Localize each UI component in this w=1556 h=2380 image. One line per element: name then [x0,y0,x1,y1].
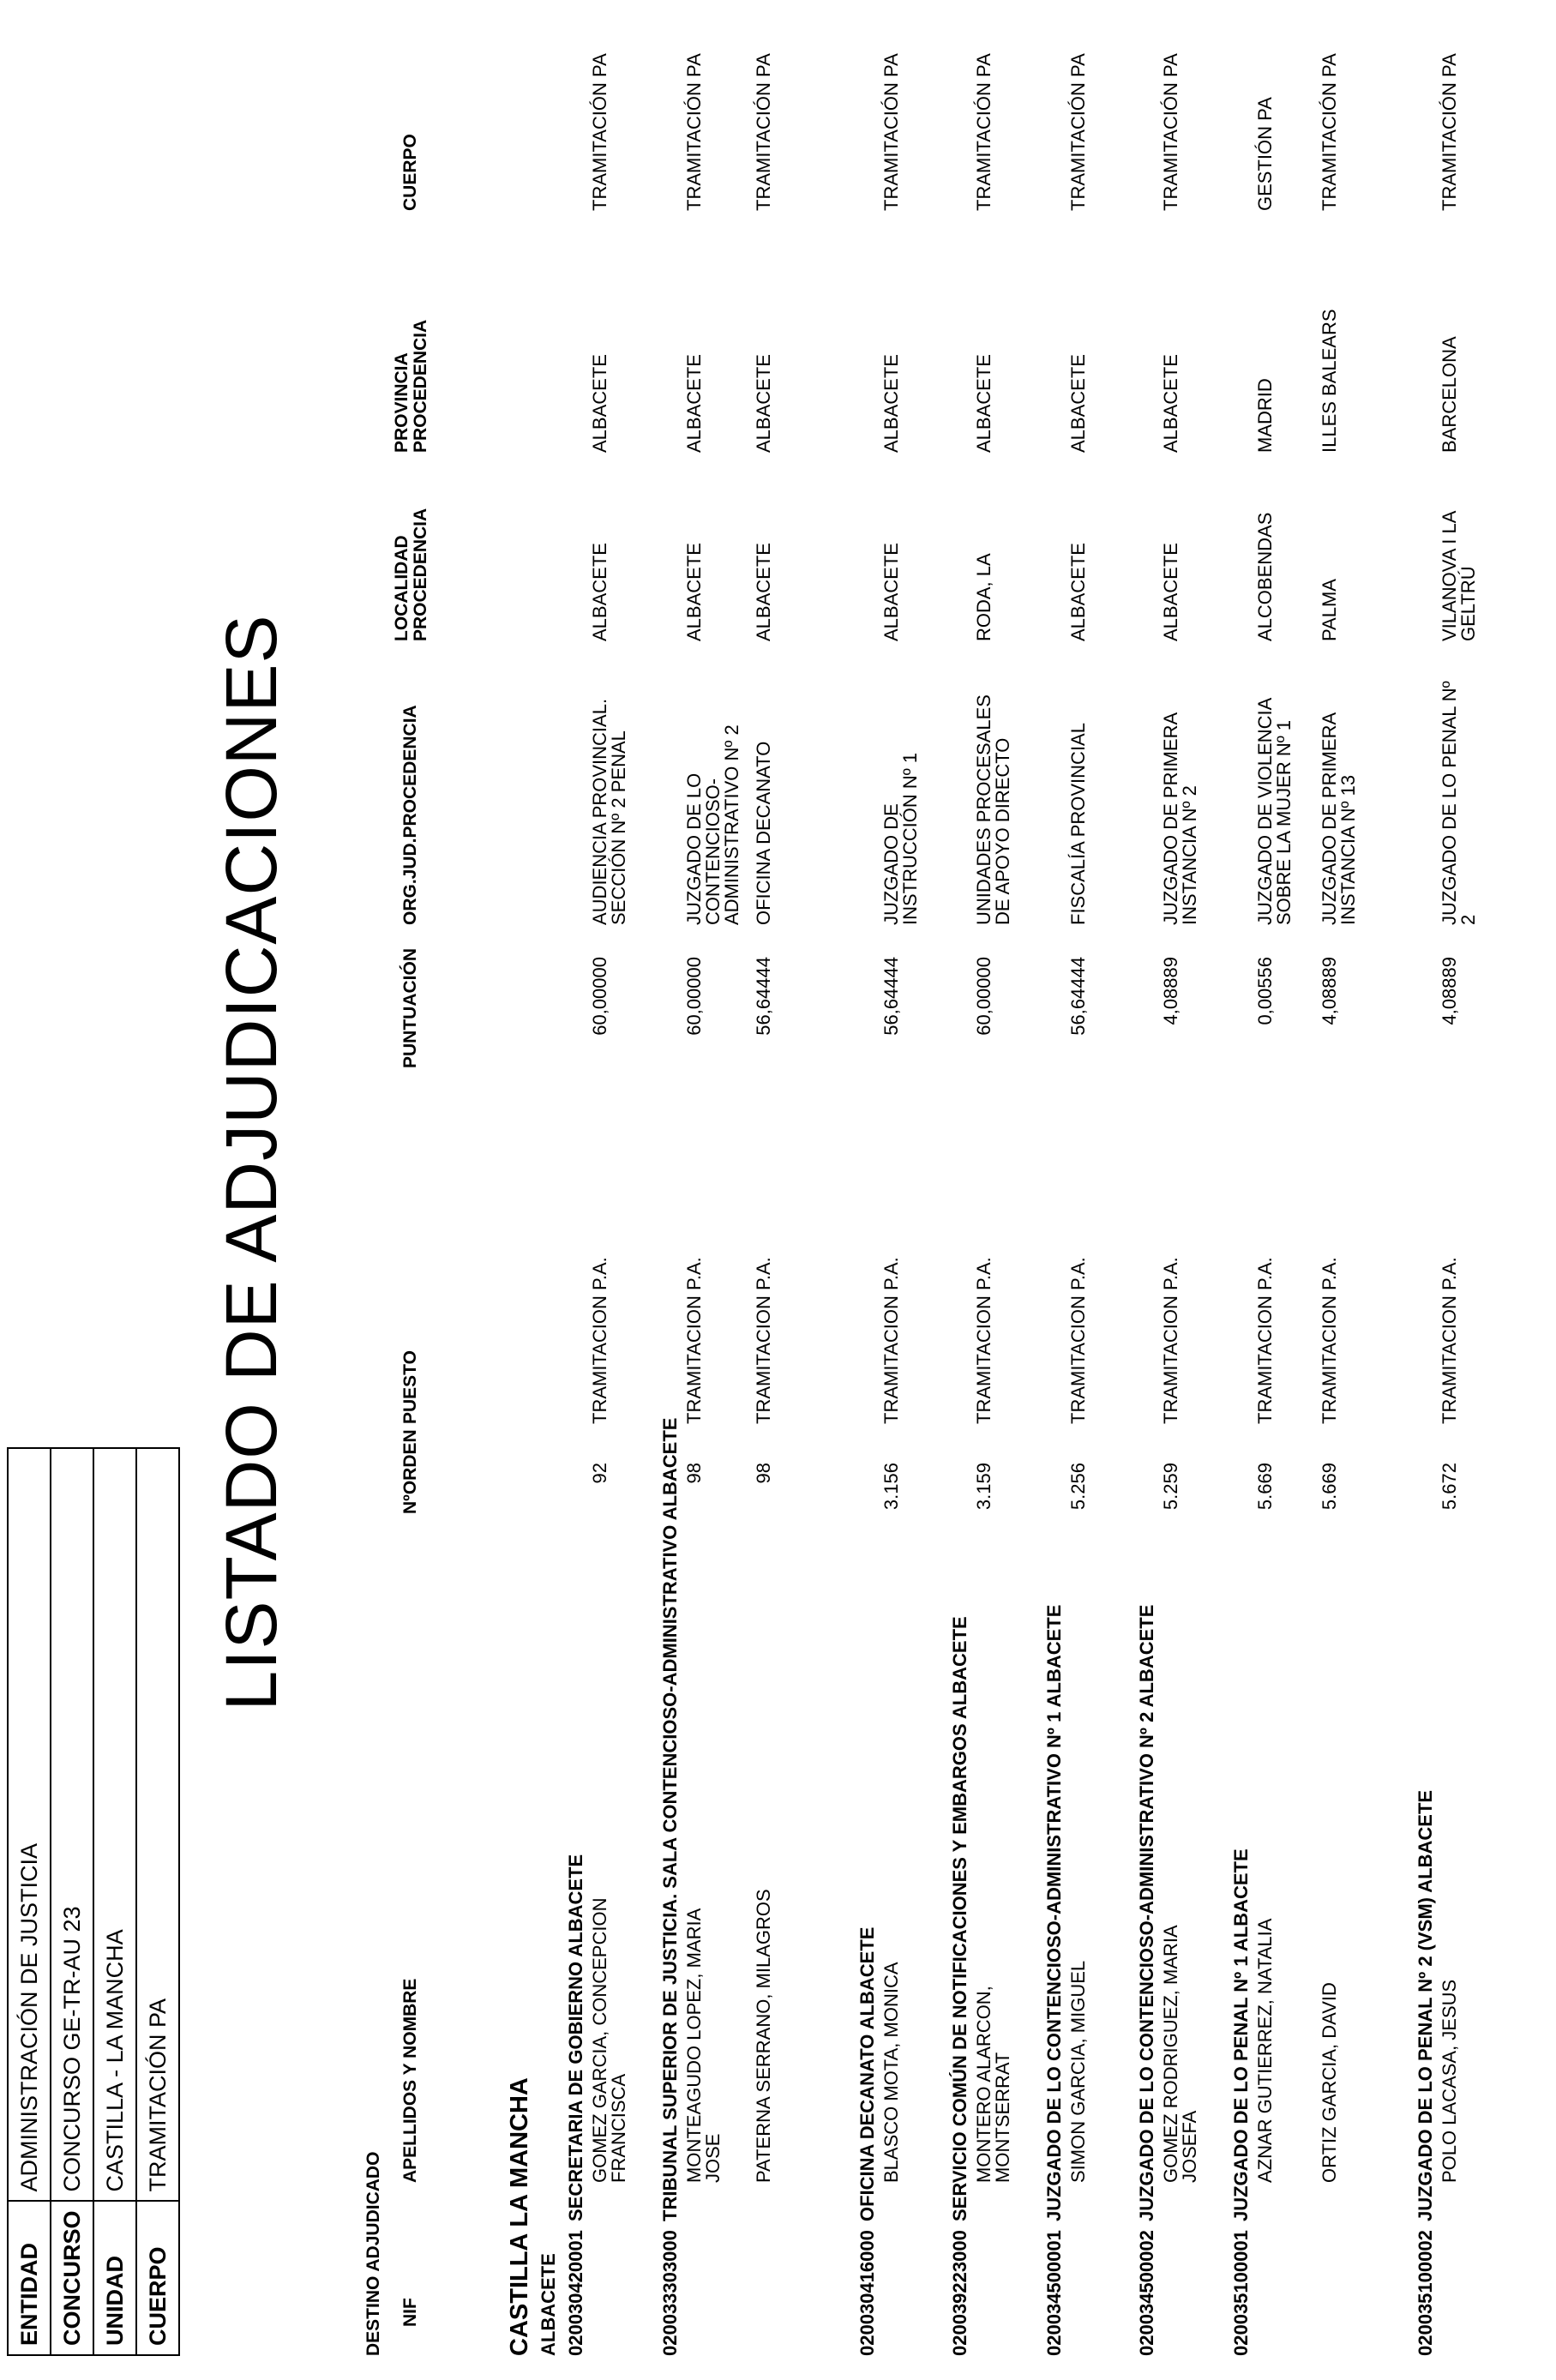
cell-orden: 5.672 [1439,1463,1460,1511]
cell-org: UNIDADES PROCESALES DE APOYO DIRECTO [973,694,1013,925]
cell-nombre: ORTIZ GARCIA, DAVID [1319,1982,1340,2183]
destination-name: JUZGADO DE LO CONTENCIOSO-ADMINISTRATIVO Nº 2 ALBACETE [1136,1604,1157,2221]
header-org: ORG.JUD.PROCEDENCIA [400,705,420,925]
cell-puesto: TRAMITACION P.A. [1439,1257,1460,1424]
cell-nombre: PATERNA SERRANO, MILAGROS [753,1889,774,2183]
destination-name: JUZGADO DE LO PENAL Nº 1 ALBACETE [1230,1848,1252,2221]
cell-puesto: TRAMITACION P.A. [589,1257,610,1424]
destination-code: 020039223000 [949,2230,970,2356]
cell-cuerpo: TRAMITACIÓN PA [753,53,774,211]
cell-localidad: ALBACETE [880,543,902,641]
destination-name: OFICINA DECANATO ALBACETE [856,1926,878,2221]
header-provincia [393,320,430,453]
region-heading: CASTILLA LA MANCHA [506,2077,533,2356]
cell-cuerpo: TRAMITACIÓN PA [1319,53,1340,211]
cell-puntuacion: 4,08889 [1439,957,1460,1025]
cell-puntuacion: 56,64444 [880,957,902,1036]
cuerpo-label: CUERPO [136,2201,179,2355]
header-puntuacion: PUNTUACIÓN [400,948,420,1068]
cell-org: FISCALÍA PROVINCIAL [1067,723,1089,925]
cell-org: JUZGADO DE VIOLENCIA SOBRE LA MUJER Nº 1 [1254,698,1295,925]
cell-nombre: AZNAR GUTIERREZ, NATALIA [1254,1918,1276,2183]
destination-name: JUZGADO DE LO CONTENCIOSO-ADMINISTRATIVO Nº 1 ALBACETE [1043,1604,1065,2221]
cell-puntuacion: 60,00000 [683,957,705,1036]
info-row-unidad [93,1448,136,2355]
cell-nombre: GOMEZ RODRIGUEZ, MARIA JOSEFA [1160,1926,1200,2183]
cell-orden: 5.669 [1254,1463,1276,1511]
cell-orden: 3.156 [880,1463,902,1511]
cell-provincia: MADRID [1254,378,1276,453]
cell-localidad: ALBACETE [1160,543,1181,641]
cell-provincia: ALBACETE [753,354,774,453]
cell-cuerpo: TRAMITACIÓN PA [589,53,610,211]
cell-provincia: BARCELONA [1439,336,1460,453]
cell-orden: 5.259 [1160,1463,1181,1511]
cell-puesto: TRAMITACION P.A. [1254,1257,1276,1424]
cell-nombre: MONTERO ALARCON, MONTSERRAT [973,1986,1013,2183]
cell-orden: 98 [683,1463,705,1484]
unidad-value: CASTILLA - LA MANCHA [93,1448,136,2201]
header-localidad-line2: PROCEDENCIA [411,508,430,641]
cell-puesto: TRAMITACION P.A. [1067,1257,1089,1424]
destination-code: 020033303000 [659,2230,681,2356]
destination-name: SECRETARIA DE GOBIERNO ALBACETE [565,1854,586,2221]
cuerpo-value: TRAMITACIÓN PA [136,1448,179,2201]
header-localidad [393,508,430,641]
cell-cuerpo: TRAMITACIÓN PA [1439,53,1460,211]
destination-name: JUZGADO DE LO PENAL Nº 2 (VSM) ALBACETE [1415,1789,1436,2221]
destination-code: 020035100001 [1230,2230,1252,2356]
header-provincia-line2: PROCEDENCIA [411,319,430,453]
info-row-concurso [51,1448,93,2355]
cell-localidad: RODA, LA [973,553,994,641]
cell-cuerpo: GESTIÓN PA [1254,97,1276,211]
header-puesto: PUESTO [400,1350,420,1424]
cell-provincia: ALBACETE [683,354,705,453]
destination-code: 020035100002 [1415,2230,1436,2356]
destination-code: 020034500001 [1043,2230,1065,2356]
destination-code: 020034500002 [1136,2230,1157,2356]
cell-nombre: GOMEZ GARCIA, CONCEPCION FRANCISCA [589,1897,629,2183]
info-row-cuerpo [136,1448,179,2355]
cell-localidad: ALBACETE [753,543,774,641]
cell-localidad: ALBACETE [1067,543,1089,641]
cell-org: JUZGADO DE LO PENAL Nº 2 [1439,681,1479,925]
cell-orden: 3.159 [973,1463,994,1511]
cell-provincia: ILLES BALEARS [1319,309,1340,453]
cell-localidad: VILANOVA I LA GELTRÚ [1439,511,1479,641]
cell-nombre: BLASCO MOTA, MONICA [880,1962,902,2183]
cell-cuerpo: TRAMITACIÓN PA [880,53,902,211]
cell-org: OFICINA DECANATO [753,741,774,925]
cell-org: JUZGADO DE LO CONTENCIOSO-ADMINISTRATIVO Nº 2 [683,724,742,925]
cell-localidad: ALBACETE [683,543,705,641]
cell-org: JUZGADO DE PRIMERA INSTANCIA Nº 13 [1319,713,1359,925]
header-destino: DESTINO ADJUDICADO [363,2151,383,2356]
cell-puntuacion: 4,08889 [1160,957,1181,1025]
cell-provincia: ALBACETE [1067,354,1089,453]
cell-provincia: ALBACETE [973,354,994,453]
cell-provincia: ALBACETE [589,354,610,453]
entidad-value: ADMINISTRACIÓN DE JUSTICIA [8,1448,51,2201]
cell-cuerpo: TRAMITACIÓN PA [683,53,705,211]
cell-org: JUZGADO DE PRIMERA INSTANCIA Nº 2 [1160,713,1200,925]
cell-nombre: SIMON GARCIA, MIGUEL [1067,1960,1089,2183]
cell-puntuacion: 56,64444 [1067,957,1089,1036]
cell-puntuacion: 0,00556 [1254,957,1276,1025]
cell-puntuacion: 60,00000 [589,957,610,1036]
destination-code: 020030416000 [856,2230,878,2356]
unidad-label: UNIDAD [93,2201,136,2355]
destination-name: TRIBUNAL SUPERIOR DE JUSTICIA. SALA CONTENCIOSO-ADMINISTRATIVO ALBACETE [659,1417,681,2221]
cell-localidad: PALMA [1319,579,1340,641]
cell-orden: 5.256 [1067,1463,1089,1511]
header-localidad-line1: LOCALIDAD [392,535,412,641]
header-nif: NIF [400,2298,420,2327]
cell-puesto: TRAMITACION P.A. [753,1257,774,1424]
header-cuerpo: CUERPO [400,134,420,211]
page-title: LISTADO DE ADJUDICACIONES [211,614,291,1711]
cell-nombre: POLO LACASA, JESUS [1439,1979,1460,2183]
cell-puesto: TRAMITACION P.A. [683,1257,705,1424]
header-provincia-line1: PROVINCIA [392,352,412,453]
header-norden: NºORDEN [400,1429,420,1514]
cell-orden: 92 [589,1463,610,1484]
cell-puesto: TRAMITACION P.A. [973,1257,994,1424]
destination-name: SERVICIO COMÚN DE NOTIFICACIONES Y EMBARGOS ALBACETE [949,1616,970,2221]
cell-puntuacion: 60,00000 [973,957,994,1036]
cell-provincia: ALBACETE [1160,354,1181,453]
cell-orden: 98 [753,1463,774,1484]
cell-cuerpo: TRAMITACIÓN PA [1160,53,1181,211]
cell-localidad: ALBACETE [589,543,610,641]
entidad-label: ENTIDAD [8,2201,51,2355]
cell-cuerpo: TRAMITACIÓN PA [1067,53,1089,211]
cell-provincia: ALBACETE [880,354,902,453]
province-heading: ALBACETE [538,2253,559,2356]
cell-puesto: TRAMITACION P.A. [880,1257,902,1424]
header-apellidos: APELLIDOS Y NOMBRE [400,1978,420,2183]
cell-localidad: ALCOBENDAS [1254,512,1276,641]
cell-puesto: TRAMITACION P.A. [1319,1257,1340,1424]
cell-nombre: MONTEAGUDO LOPEZ, MARIA JOSE [683,1908,724,2183]
destination-code: 020030420001 [565,2230,586,2356]
info-table [7,1447,180,2356]
cell-puntuacion: 4,08889 [1319,957,1340,1025]
cell-orden: 5.669 [1319,1463,1340,1511]
concurso-label: CONCURSO [51,2201,93,2355]
concurso-value: CONCURSO GE-TR-AU 23 [51,1448,93,2201]
info-row-entidad [8,1448,51,2355]
cell-puntuacion: 56,64444 [753,957,774,1036]
cell-puesto: TRAMITACION P.A. [1160,1257,1181,1424]
cell-org: AUDIENCIA PROVINCIAL. SECCIÓN Nº 2 PENAL [589,698,629,925]
cell-cuerpo: TRAMITACIÓN PA [973,53,994,211]
cell-org: JUZGADO DE INSTRUCCIÓN Nº 1 [880,752,921,925]
